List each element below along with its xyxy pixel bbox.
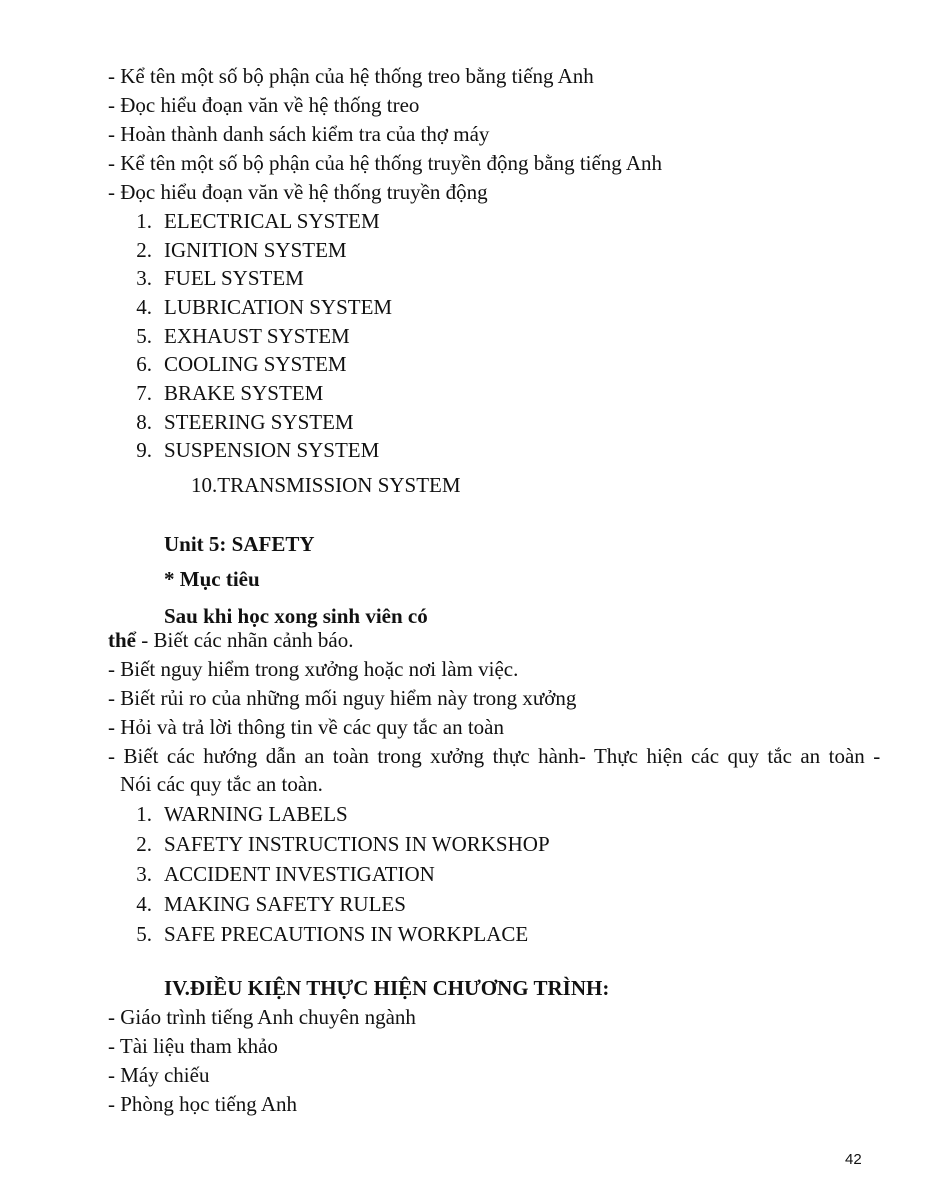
list-item: BRAKE SYSTEM	[164, 381, 324, 405]
list-item: FUEL SYSTEM	[164, 266, 304, 290]
list-number: 3.	[136, 862, 152, 886]
list-number: 2.	[136, 832, 152, 856]
bullet-line: - Biết các nhãn cảnh báo.	[136, 628, 354, 652]
objective-line	[108, 630, 354, 651]
list-item: 10.TRANSMISSION SYSTEM	[191, 473, 461, 497]
list-item: LUBRICATION SYSTEM	[164, 295, 393, 319]
list-item: ACCIDENT INVESTIGATION	[164, 862, 435, 886]
list-number: 5.	[136, 324, 152, 348]
list-item: COOLING SYSTEM	[164, 352, 347, 376]
list-item: WARNING LABELS	[164, 802, 348, 826]
list-item: SAFE PRECAUTIONS IN WORKPLACE	[164, 922, 529, 946]
list-item: SUSPENSION SYSTEM	[164, 438, 380, 462]
bullet-line: - Đọc hiểu đoạn văn về hệ thống treo	[108, 93, 420, 117]
list-number: 5.	[136, 922, 152, 946]
bullet-line: - Giáo trình tiếng Anh chuyên ngành	[108, 1005, 416, 1029]
list-item: EXHAUST SYSTEM	[164, 324, 350, 348]
bullet-line: - Máy chiếu	[108, 1063, 210, 1087]
objective-intro-cont: thể	[108, 628, 136, 652]
section-heading: IV.ĐIỀU KIỆN THỰC HIỆN CHƯƠNG TRÌNH:	[164, 976, 610, 1000]
bullet-line: - Hoàn thành danh sách kiểm tra của thợ máy	[108, 122, 490, 146]
bullet-line: - Kể tên một số bộ phận của hệ thống truyền động bằng tiếng Anh	[108, 151, 663, 175]
list-number: 3.	[136, 266, 152, 290]
bullet-line: - Hỏi và trả lời thông tin về các quy tắc an toàn	[108, 715, 504, 739]
list-number: 4.	[136, 295, 152, 319]
list-number: 1.	[136, 209, 152, 233]
bullet-line: - Phòng học tiếng Anh	[108, 1092, 297, 1116]
list-number: 9.	[136, 438, 152, 462]
bullet-line: - Tài liệu tham khảo	[108, 1034, 278, 1058]
bullet-line-cont: Nói các quy tắc an toàn.	[120, 772, 323, 796]
list-item: MAKING SAFETY RULES	[164, 892, 406, 916]
bullet-line: - Biết nguy hiểm trong xưởng hoặc nơi làm việc.	[108, 657, 519, 681]
list-item: SAFETY INSTRUCTIONS IN WORKSHOP	[164, 832, 550, 856]
list-number: 2.	[136, 238, 152, 262]
bullet-line: - Biết rủi ro của những mối nguy hiểm này trong xưởng	[108, 686, 577, 710]
list-number: 6.	[136, 352, 152, 376]
list-number: 1.	[136, 802, 152, 826]
list-number: 8.	[136, 410, 152, 434]
page-number: 42	[845, 1151, 862, 1168]
list-number: 7.	[136, 381, 152, 405]
unit-title: Unit 5: SAFETY	[164, 532, 315, 556]
list-item: STEERING SYSTEM	[164, 410, 354, 434]
bullet-line: - Đọc hiểu đoạn văn về hệ thống truyền động	[108, 180, 488, 204]
list-item: ELECTRICAL SYSTEM	[164, 209, 380, 233]
list-item: IGNITION SYSTEM	[164, 238, 347, 262]
bullet-line: - Biết các hướng dẫn an toàn trong xưởng thực hành- Thực hiện các quy tắc an toàn -	[108, 744, 881, 768]
list-number: 4.	[136, 892, 152, 916]
objective-intro: Sau khi học xong sinh viên có	[164, 604, 428, 628]
objective-heading: * Mục tiêu	[164, 567, 260, 591]
bullet-line: - Kể tên một số bộ phận của hệ thống treo bằng tiếng Anh	[108, 64, 594, 88]
